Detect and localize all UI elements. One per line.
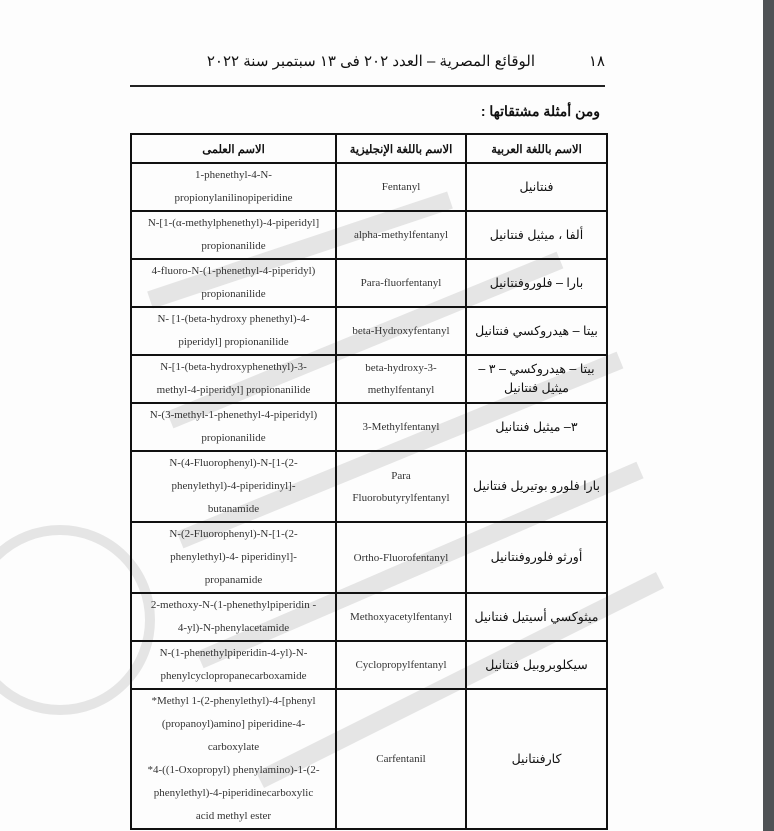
english-name-line: 3-Methylfentanyl bbox=[362, 421, 440, 433]
scientific-name-line: propionanilide bbox=[201, 288, 266, 300]
cell-english bbox=[336, 163, 466, 211]
table-header-row bbox=[131, 134, 607, 163]
cell-english bbox=[336, 307, 466, 355]
gazette-title: الوقائع المصرية – العدد ٢٠٢ فى ١٣ سبتمبر سنة ٢٠٢٢ bbox=[206, 53, 535, 70]
scientific-name-line: (propanoyl)amino] piperidine-4- bbox=[161, 718, 306, 730]
arabic-name-line: سيكلوبروبيل فنتانيل bbox=[485, 657, 588, 672]
cell-english bbox=[336, 259, 466, 307]
cell-scientific bbox=[131, 403, 336, 451]
scientific-name-line: 4-yl)-N-phenylacetamide bbox=[177, 622, 290, 634]
scientific-name-line: phenylethyl)-4- piperidinyl]- bbox=[170, 551, 297, 563]
cell-scientific bbox=[131, 593, 336, 641]
table-row bbox=[131, 593, 607, 641]
cell-english bbox=[336, 403, 466, 451]
arabic-name-line: أورثو فلوروفنتانيل bbox=[490, 550, 583, 564]
cell-arabic bbox=[466, 307, 607, 355]
cell-english bbox=[336, 211, 466, 259]
english-name-line: Carfentanil bbox=[376, 753, 426, 765]
arabic-name-line: بارا – فلوروفنتانيل bbox=[489, 275, 584, 290]
header-divider bbox=[130, 85, 605, 87]
cell-scientific bbox=[131, 211, 336, 259]
scientific-name-line: N- [1-(beta-hydroxy phenethyl)-4- bbox=[157, 313, 310, 325]
scientific-name-line: phenylcyclopropanecarboxamide bbox=[160, 670, 307, 682]
table-row bbox=[131, 403, 607, 451]
cell-english bbox=[336, 451, 466, 522]
table-row bbox=[131, 355, 607, 403]
scientific-name-line: carboxylate bbox=[207, 741, 260, 753]
scientific-name-line: piperidyl] propionanilide bbox=[178, 336, 289, 348]
section-subtitle: ومن أمثلة مشتقاتها : bbox=[480, 103, 600, 119]
english-name-line: alpha-methylfentanyl bbox=[353, 229, 449, 241]
cell-scientific bbox=[131, 259, 336, 307]
cell-scientific bbox=[131, 641, 336, 689]
table-row bbox=[131, 163, 607, 211]
arabic-name-line: بيتا – هيدروكسي فنتانيل bbox=[475, 323, 598, 338]
scientific-name-line: propionanilide bbox=[201, 432, 266, 444]
scientific-name-line: methyl-4-piperidyl] propionanilide bbox=[156, 384, 311, 396]
cell-scientific bbox=[131, 451, 336, 522]
table-row bbox=[131, 641, 607, 689]
scientific-name-line: N-[1-(α-methylphenethyl)-4-piperidyl] bbox=[147, 217, 320, 229]
cell-english bbox=[336, 593, 466, 641]
scientific-name-line: N-[1-(beta-hydroxyphenethyl)-3- bbox=[160, 361, 307, 373]
cell-arabic bbox=[466, 451, 607, 522]
table-row bbox=[131, 307, 607, 355]
cell-arabic bbox=[466, 211, 607, 259]
scientific-name-line: N-(3-methyl-1-phenethyl-4-piperidyl) bbox=[149, 409, 318, 421]
cell-scientific bbox=[131, 163, 336, 211]
table-row bbox=[131, 522, 607, 593]
english-name-line: methylfentanyl bbox=[367, 384, 435, 396]
scrollbar[interactable] bbox=[763, 0, 774, 831]
arabic-name-line: ألفا ، ميثيل فنتانيل bbox=[489, 227, 584, 242]
cell-scientific bbox=[131, 307, 336, 355]
arabic-name-line: فنتانيل bbox=[519, 179, 554, 194]
cell-english bbox=[336, 355, 466, 403]
page-number: ١٨ bbox=[588, 53, 605, 70]
scientific-name-line: 2-methoxy-N-(1-phenethylpiperidin - bbox=[150, 599, 317, 611]
english-name-line: beta-hydroxy-3- bbox=[365, 362, 437, 374]
scientific-name-line: propionanilide bbox=[201, 240, 266, 252]
derivatives-table bbox=[130, 133, 608, 830]
cell-arabic bbox=[466, 593, 607, 641]
cell-scientific bbox=[131, 689, 336, 829]
english-name-line: beta-Hydroxyfentanyl bbox=[352, 325, 450, 337]
arabic-name-line: بارا فلورو بوتيريل فنتانيل bbox=[473, 479, 600, 493]
cell-english bbox=[336, 522, 466, 593]
arabic-name-line: ميثيل فنتانيل bbox=[504, 381, 569, 395]
table-row bbox=[131, 451, 607, 522]
table-row bbox=[131, 689, 607, 829]
cell-arabic bbox=[466, 403, 607, 451]
cell-arabic bbox=[466, 163, 607, 211]
english-name-line: Ortho-Fluorofentanyl bbox=[353, 551, 449, 564]
arabic-name-line: ميثوكسي أسيتيل فنتانيل bbox=[474, 609, 599, 624]
arabic-name-line: كارفنتانيل bbox=[511, 751, 562, 766]
page-header bbox=[130, 50, 605, 76]
table-row bbox=[131, 259, 607, 307]
scientific-name-line: propanamide bbox=[204, 574, 263, 586]
english-name-line: Fluorobutyrylfentanyl bbox=[352, 491, 450, 504]
english-name-line: Para bbox=[391, 469, 411, 482]
english-name-line: Methoxyacetylfentanyl bbox=[349, 611, 453, 623]
cell-arabic bbox=[466, 522, 607, 593]
scientific-name-line: phenylethyl)-4-piperidinecarboxylic bbox=[153, 787, 314, 799]
scientific-name-line: propionylanilinopiperidine bbox=[174, 192, 293, 204]
column-header-english: الاسم باللغة الإنجليزية bbox=[336, 134, 466, 163]
scientific-name-line: N-(4-Fluorophenyl)-N-[1-(2- bbox=[169, 457, 298, 469]
arabic-name-line: ٣– ميثيل فنتانيل bbox=[495, 419, 578, 434]
scientific-name-line: *4-((1-Oxopropyl) phenylamino)-1-(2- bbox=[147, 764, 320, 776]
cell-english bbox=[336, 641, 466, 689]
scientific-name-line: phenylethyl)-4-piperidinyl]- bbox=[171, 480, 296, 492]
cell-scientific bbox=[131, 355, 336, 403]
cell-arabic bbox=[466, 689, 607, 829]
cell-arabic bbox=[466, 355, 607, 403]
scientific-name-line: N-(2-Fluorophenyl)-N-[1-(2- bbox=[169, 528, 298, 540]
cell-arabic bbox=[466, 641, 607, 689]
scientific-name-line: *Methyl 1-(2-phenylethyl)-4-[phenyl bbox=[151, 695, 316, 707]
cell-english bbox=[336, 689, 466, 829]
english-name-line: Fentanyl bbox=[381, 181, 421, 193]
english-name-line: Para-fluorfentanyl bbox=[360, 277, 442, 289]
english-name-line: Cyclopropylfentanyl bbox=[355, 659, 447, 671]
table-row bbox=[131, 211, 607, 259]
cell-arabic bbox=[466, 259, 607, 307]
cell-scientific bbox=[131, 522, 336, 593]
column-header-scientific: الاسم العلمى bbox=[131, 134, 336, 163]
scientific-name-line: N-(1-phenethylpiperidin-4-yl)-N- bbox=[159, 647, 308, 659]
scientific-name-line: acid methyl ester bbox=[195, 810, 272, 822]
scientific-name-line: 4-fluoro-N-(1-phenethyl-4-piperidyl) bbox=[151, 265, 316, 277]
scientific-name-line: butanamide bbox=[207, 503, 260, 515]
column-header-arabic: الاسم باللغة العربية bbox=[466, 134, 607, 163]
scientific-name-line: 1-phenethyl-4-N- bbox=[195, 169, 272, 181]
arabic-name-line: بيتا – هيدروكسي – ٣ – bbox=[478, 362, 595, 376]
